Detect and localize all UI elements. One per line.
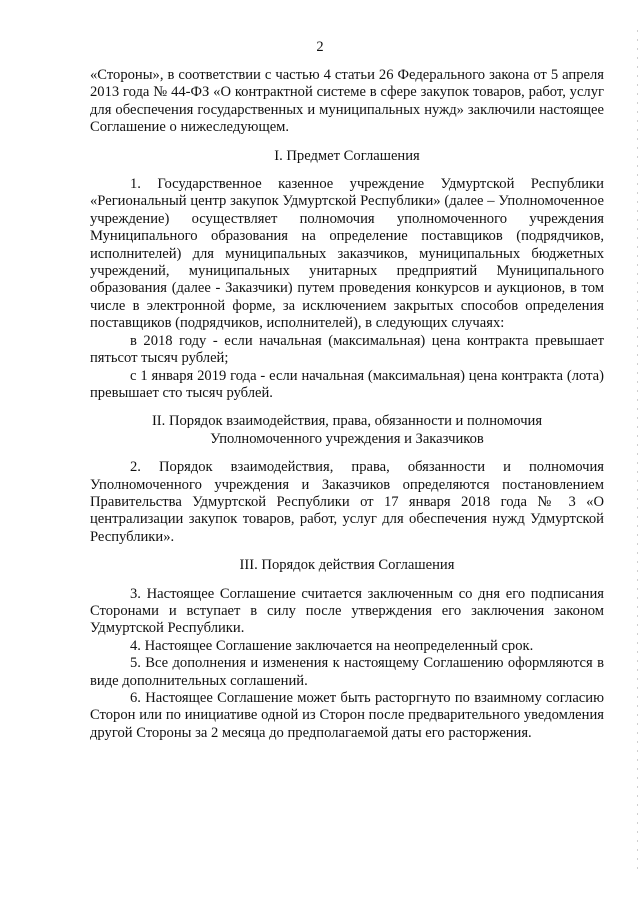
scan-edge-mark [637,30,638,875]
clause-1-case-2019: с 1 января 2019 года - если начальная (максимальная) цена контракта (лота) превышает сто тысяч рублей. [90,367,604,401]
clause-1-case-2018: в 2018 году - если начальная (максимальная) цена контракта превышает пятьсот тысяч рублей; [90,332,604,367]
clause-2-paragraph: 2. Порядок взаимодействия, права, обязанности и полномочия Уполномоченного учреждения и Заказчиков определяются постановлением Правительства Удмуртской Республики от 17 января 2018 года № 3 «О централизации закупок товаров, работ, услуг для обеспечения нужд Удмуртской Республики». [90,459,604,545]
clause-1-paragraph: 1. Государственное казенное учреждение Удмуртской Республики «Региональный центр закупок Удмуртской Республики» (далее – Уполномоченное учреждение) осуществляет полномочия уполномоченного учреждения Муниципального образования на определение поставщиков (подрядчиков, исполнителей) для муниципальных заказчиков, муниципальных бюджетных учреждений, муниципальных унитарных предприятий Муниципального образования (далее - Заказчики) путем проведения конкурсов и аукционов, в том числе в электронной форме, за исключением закрытых способов определения поставщиков (подрядчиков, исполнителей), в следующих случаях: [90,176,604,332]
section-1-heading: I. Предмет Соглашения [274,147,420,164]
section-3-heading: III. Порядок действия Соглашения [239,557,455,574]
clause-5-paragraph: 5. Все дополнения и изменения к настоящему Соглашению оформляются в виде дополнительных соглашений. [90,655,604,689]
section-2-heading-line1: II. Порядок взаимодействия, права, обязанности и полномочия [151,413,543,430]
clause-3-paragraph: 3. Настоящее Соглашение считается заключенным со дня его подписания Сторонами и вступает в силу после утверждения его заключения законом Удмуртской Республики. [90,585,604,637]
clause-6-paragraph: 6. Настоящее Соглашение может быть расторгнуто по взаимному согласию Сторон или по инициативе одной из Сторон после предварительного уведомления другой Стороны за 2 месяца до предполагаемой даты его расторжения. [90,690,604,741]
clause-4-paragraph: 4. Настоящее Соглашение заключается на неопределенный срок. [130,637,534,654]
document-body [90,67,604,742]
intro-paragraph: «Стороны», в соответствии с частью 4 статьи 26 Федерального закона от 5 апреля 2013 года № 44-ФЗ «О контрактной системе в сфере закупок товаров, работ, услуг для обеспечения государственных и муниципальных нужд» заключили настоящее Соглашение о нижеследующем. [90,67,604,136]
page-number: 2 [316,39,324,55]
section-2-heading-line2: Уполномоченного учреждения и Заказчиков [210,430,484,447]
